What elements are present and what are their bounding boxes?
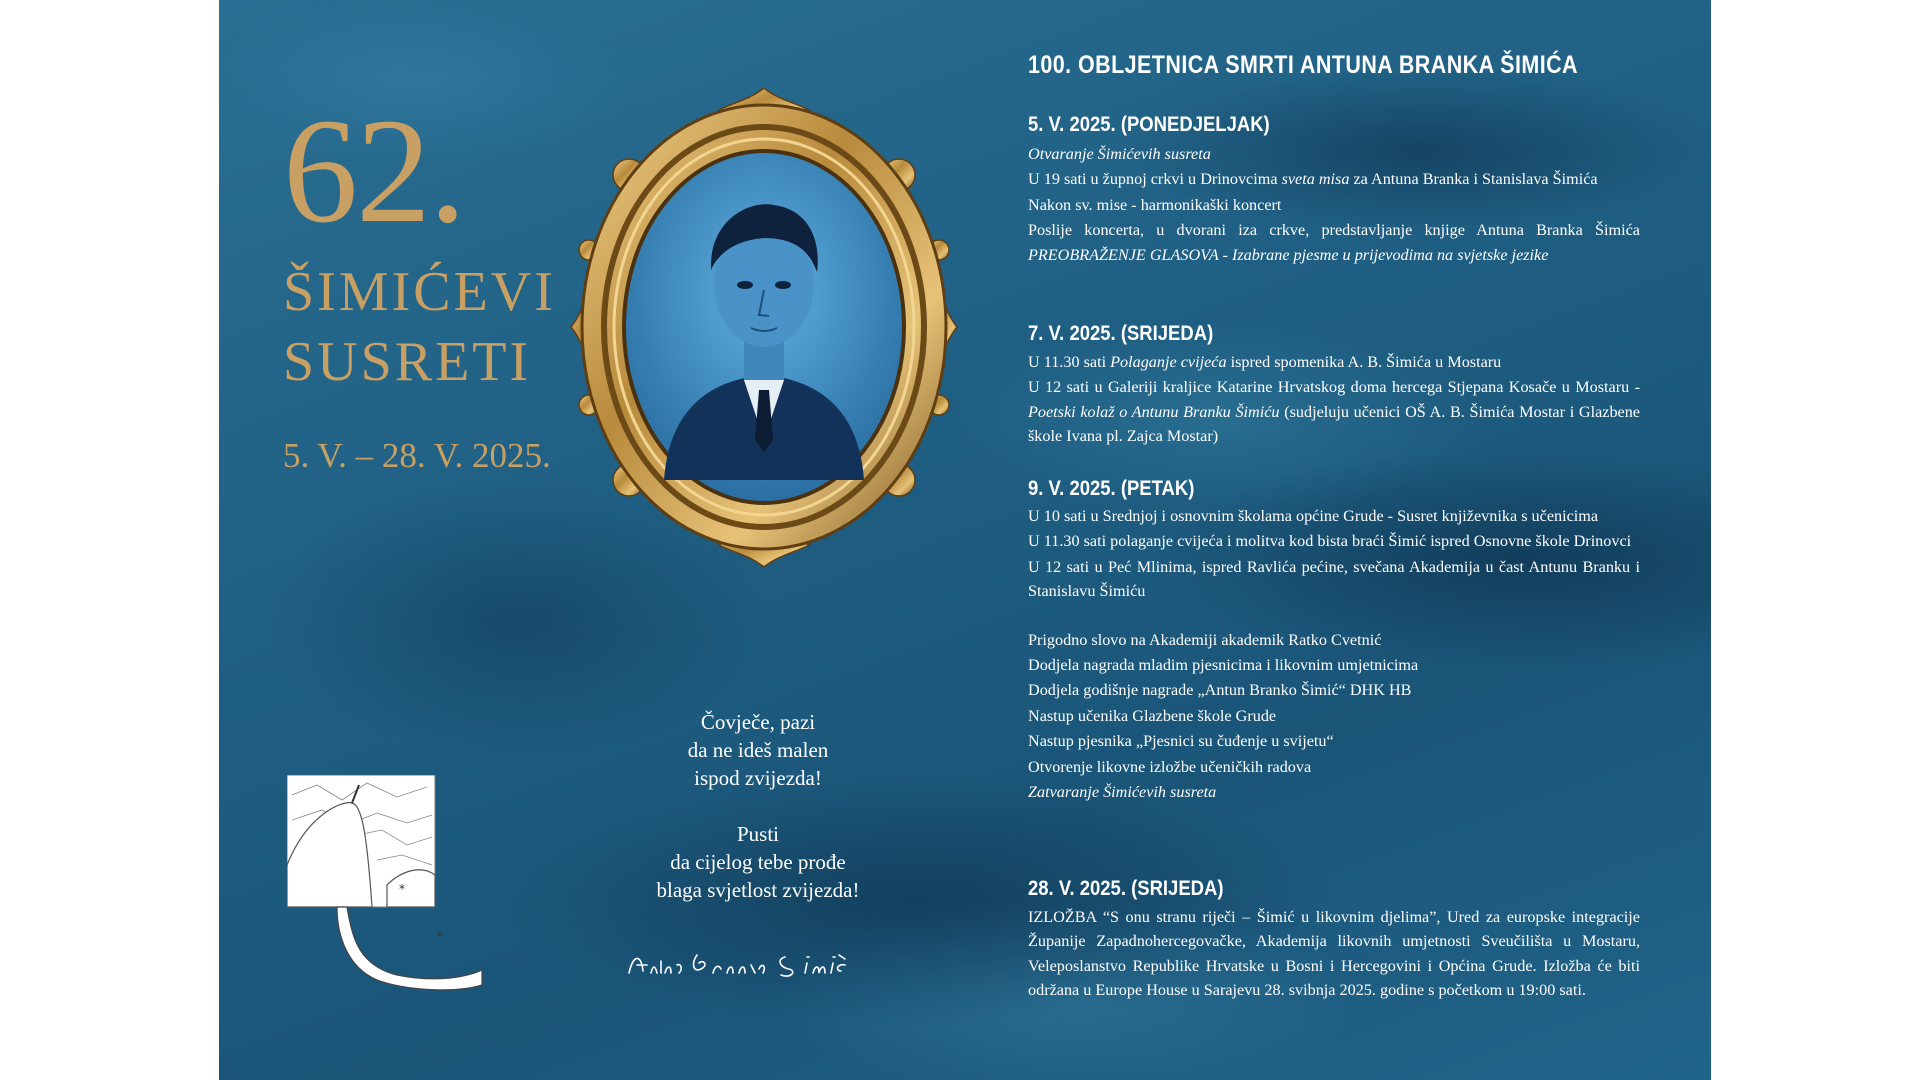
day-events xyxy=(1028,142,1640,268)
day-events xyxy=(1028,350,1640,450)
event-item xyxy=(1028,628,1640,652)
portrait-illustration xyxy=(559,80,969,575)
event-text: (sudjeluju učenici OŠ A. B. Šimića Mostar i Glazbene škole Ivana pl. Zajca Mostar) xyxy=(1028,402,1640,446)
event-text: za Antuna Branka i Stanislava Šimića xyxy=(1349,170,1598,189)
day-heading: 9. V. 2025. (PETAK) xyxy=(1028,477,1195,500)
svg-text:*: * xyxy=(399,882,405,896)
event-item xyxy=(1028,780,1640,804)
poem-line: da ne ideš malen xyxy=(687,738,829,762)
event-emphasis: Poetski kolaž o Antunu Branku Šimiću xyxy=(1028,402,1280,421)
event-emphasis: Zatvaranje Šimićevih susreta xyxy=(1028,783,1217,802)
event-text: U 19 sati u župnoj crkvi u Drinovcima xyxy=(1028,170,1282,189)
title-line-2: SUSRETI xyxy=(283,331,532,393)
event-item xyxy=(1028,375,1640,448)
event-text: IZLOŽBA “S onu stranu riječi – Šimić u likovnim djelima”, Ured za europske integracije Županije Zapadnohercegovačke, Akademija likovnih umjetnosti Sveučilišta u Mostaru, Veleposlanstvo Republike Hrvatske u Bosni i Hercegovini i Općina Grude. Izložba će biti održana u Europe House u Sarajevu 28. svibnja 2025. godine s početkom u 19:00 sati. xyxy=(1028,908,1640,1000)
poem-line: ispod zvijezda! xyxy=(694,766,822,790)
event-text: Nastup pjesnika „Pjesnici su čuđenje u svijetu“ xyxy=(1028,732,1334,751)
poem-spacer xyxy=(569,792,947,820)
signature xyxy=(619,945,889,985)
event-emphasis: sveta misa xyxy=(1281,170,1350,189)
event-emphasis: Polaganje cvijeća xyxy=(1110,353,1227,371)
event-item xyxy=(1028,704,1640,728)
event-text: Nakon sv. mise - harmonikaški koncert xyxy=(1028,195,1282,214)
event-item xyxy=(1028,529,1640,553)
day-heading: 28. V. 2025. (SRIJEDA) xyxy=(1028,877,1224,900)
poster xyxy=(219,0,1711,1080)
edition-number: 62. xyxy=(283,88,465,254)
poem-line: da cijelog tebe prođe xyxy=(670,850,846,874)
event-text: U 11.30 sati xyxy=(1028,353,1111,371)
portrait-frame xyxy=(559,80,969,575)
event-emphasis: PREOBRAŽENJE GLASOVA - Izabrane pjesme u prijevodima na svjetske jezike xyxy=(1028,245,1549,264)
day-events xyxy=(1028,905,1640,1004)
date-range: 5. V. – 28. V. 2025. xyxy=(283,436,551,475)
event-text: Dodjela nagrada mladim pjesnicima i likovnim umjetnicima xyxy=(1028,656,1419,675)
spacer xyxy=(1028,605,1640,628)
event-text: Poslije koncerta, u dvorani iza crkve, predstavljanje knjige Antuna Branka Šimića xyxy=(1028,221,1640,240)
day-heading: 7. V. 2025. (SRIJEDA) xyxy=(1028,322,1214,345)
poem xyxy=(569,708,947,904)
event-item xyxy=(1028,755,1640,779)
event-item xyxy=(1028,142,1640,166)
event-text: U 12 sati u Peć Mlinima, ispred Ravlića pećine, svečana Akademija u čast Antunu Branku i Stanislavu Šimiću xyxy=(1028,557,1640,601)
event-text: Prigodno slovo na Akademiji akademik Ratko Cvetnić xyxy=(1028,630,1382,649)
program-heading: 100. OBLJETNICA SMRTI ANTUNA BRANKA ŠIMIĆA xyxy=(1028,51,1579,79)
svg-text:*: * xyxy=(437,929,443,943)
event-emphasis: Otvaranje Šimićevih susreta xyxy=(1028,145,1211,163)
poem-line: blaga svjetlost zvijezda! xyxy=(656,878,860,902)
event-item xyxy=(1028,555,1640,604)
day-events xyxy=(1028,504,1640,805)
poem-line: Pusti xyxy=(736,822,780,846)
event-item xyxy=(1028,218,1640,267)
event-text: ispred spomenika A. B. Šimića u Mostaru xyxy=(1226,353,1502,371)
event-item xyxy=(1028,653,1640,677)
sketch-illustration xyxy=(287,775,487,993)
event-text: U 12 sati u Galeriji kraljice Katarine Hrvatskog doma hercega Stjepana Kosače u Mostaru - xyxy=(1028,378,1640,397)
event-text: Otvorenje likovne izložbe učeničkih radova xyxy=(1028,757,1312,776)
event-item xyxy=(1028,193,1640,217)
event-item xyxy=(1028,678,1640,702)
title-line-1: ŠIMIĆEVI xyxy=(283,261,556,323)
poem-line: Čovječe, pazi xyxy=(700,710,816,734)
event-text: Nastup učenika Glazbene škole Grude xyxy=(1028,706,1277,725)
event-text: U 10 sati u Srednjoj i osnovnim školama općine Grude - Susret književnika s učenicima xyxy=(1028,507,1599,525)
event-item xyxy=(1028,350,1640,374)
event-item xyxy=(1028,905,1640,1003)
event-item xyxy=(1028,504,1640,528)
event-item xyxy=(1028,167,1640,191)
event-item xyxy=(1028,729,1640,753)
day-heading: 5. V. 2025. (PONEDJELJAK) xyxy=(1028,113,1270,136)
event-text: Dodjela godišnje nagrade „Antun Branko Šimić“ DHK HB xyxy=(1028,681,1412,700)
event-text: U 11.30 sati polaganje cvijeća i molitva kod bista braći Šimić ispred Osnovne škole Drinovci xyxy=(1028,532,1632,551)
